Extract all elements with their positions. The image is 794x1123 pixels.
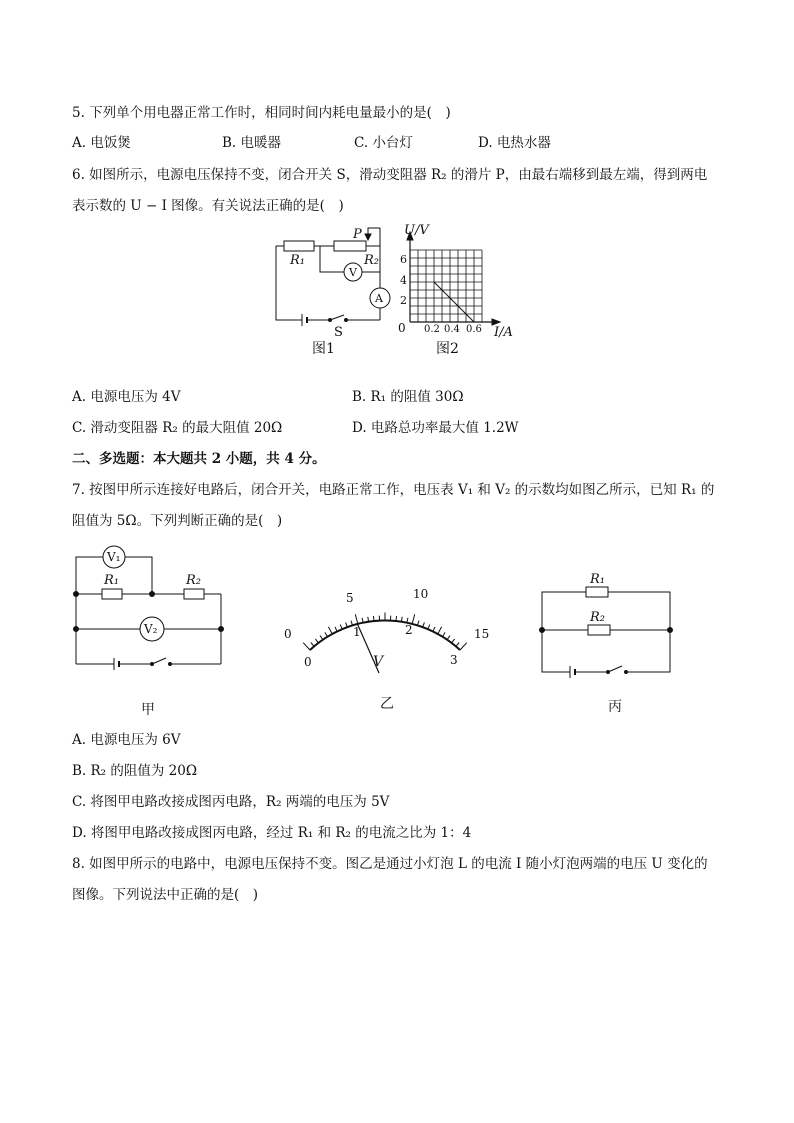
q7-option-d: D. 将图甲电路改接成图丙电路，经过 R₁ 和 R₂ 的电流之比为 1：4 (72, 825, 472, 841)
figure-yi-caption: 乙 (380, 696, 394, 712)
q6-figure1-circuit (264, 222, 396, 360)
q6-option-a: A. 电源电压为 4V (72, 389, 181, 405)
label-r1: R₁ (104, 573, 119, 588)
y-axis-label: U/V (404, 223, 429, 238)
dial-tick (456, 643, 459, 647)
dial-tick (443, 632, 446, 636)
dial-tick (433, 627, 435, 632)
q5-stem: 5. 下列单个用电器正常工作时，相同时间内耗电量最小的是( ) (72, 105, 451, 121)
dial-tick (438, 627, 442, 634)
label-s: S (334, 325, 343, 340)
dial-tick (328, 627, 332, 634)
figure2-caption: 图2 (436, 341, 459, 357)
figure1-caption: 图1 (312, 341, 335, 357)
label-p: P (353, 227, 362, 242)
q8-stem-line1: 8. 如图甲所示的电路中，电源电压保持不变。图乙是通过小灯泡 L 的电流 I 随小灯泡两端的电压 U 变化的 (72, 856, 708, 872)
resistor-r1 (102, 589, 122, 599)
q7-figure-yi-meter-dial (280, 580, 500, 715)
inner-scale-1: 1 (353, 625, 361, 639)
label-r1: R₁ (590, 572, 605, 587)
resistor-r2 (334, 241, 366, 251)
q6-option-b: B. R₁ 的阻值 30Ω (352, 389, 464, 405)
graph-grid (410, 250, 482, 322)
dial-tick (311, 643, 314, 647)
voltmeter-v2-label: V₂ (144, 622, 158, 636)
x-tick-0.4: 0.4 (444, 324, 460, 335)
y-tick-2: 2 (400, 294, 407, 307)
resistor-r2 (184, 589, 204, 599)
label-r2: R₂ (590, 610, 605, 625)
dial-tick (460, 643, 467, 650)
y-tick-4: 4 (400, 274, 407, 287)
figure-jia-caption: 甲 (141, 702, 155, 718)
label-r2: R₂ (364, 253, 379, 268)
section-heading: 二、多选题：本大题共 2 小题，共 4 分。 (72, 451, 326, 467)
x-axis-label: I/A (494, 325, 513, 340)
q7-option-a: A. 电源电压为 6V (72, 732, 181, 748)
q5-option-a: A. 电饭煲 (72, 135, 131, 151)
q6-option-c: C. 滑动变阻器 R₂ 的最大阻值 20Ω (72, 420, 283, 436)
q6-option-d: D. 电路总功率最大值 1.2W (352, 420, 519, 436)
x-tick-0.6: 0.6 (466, 324, 482, 335)
resistor-r1 (284, 241, 314, 251)
label-r2: R₂ (186, 573, 201, 588)
inner-scale-3: 3 (450, 653, 458, 667)
q6-stem-line2: 表示数的 U − I 图像。有关说法正确的是( ) (72, 198, 344, 214)
y-tick-6: 6 (400, 253, 407, 266)
q5-option-b: B. 电暖器 (222, 135, 282, 151)
outer-scale-10: 10 (413, 587, 429, 601)
q7-stem-line2: 阻值为 5Ω。下列判断正确的是( ) (72, 513, 283, 529)
q7-option-c: C. 将图甲电路改接成图丙电路，R₂ 两端的电压为 5V (72, 794, 390, 810)
q8-stem-line2: 图像。下列说法中正确的是( ) (72, 887, 259, 903)
inner-scale-0: 0 (304, 655, 312, 669)
outer-scale-0: 0 (284, 627, 292, 641)
dial-tick (315, 639, 318, 643)
figure-bing-caption: 丙 (608, 699, 622, 715)
q7-stem-line1: 7. 按图甲所示连接好电路后，闭合开关，电路正常工作，电压表 V₁ 和 V₂ 的示数均如图乙所示，已知 R₁ 的 (72, 482, 715, 498)
q5-option-d: D. 电热水器 (478, 135, 551, 151)
dial-tick (325, 632, 328, 636)
q7-figure-jia-circuit (66, 542, 236, 722)
dial-tick (374, 616, 375, 621)
x-tick-0.2: 0.2 (424, 324, 440, 335)
inner-scale-2: 2 (405, 623, 413, 637)
q6-stem-line1: 6. 如图所示，电源电压保持不变，闭合开关 S，滑动变阻器 R₂ 的滑片 P，由最右端移到最左端，得到两电 (72, 167, 708, 183)
resistor-r2 (588, 625, 610, 635)
q6-figure2-graph (394, 220, 534, 360)
resistor-r1 (586, 587, 608, 597)
origin-label: 0 (398, 321, 406, 335)
dial-tick (335, 627, 337, 632)
meter-unit-label: V (373, 654, 384, 670)
dial-tick (396, 616, 397, 621)
dial-tick (303, 643, 310, 650)
outer-scale-15: 15 (474, 627, 490, 641)
ammeter-label: A (375, 292, 383, 305)
slider-arrow-icon (365, 234, 371, 240)
dial-arc (310, 620, 460, 650)
outer-scale-5: 5 (346, 591, 354, 605)
q5-option-c: C. 小台灯 (354, 135, 413, 151)
dial-tick (447, 636, 450, 640)
voltmeter-v1-label: V₁ (107, 550, 121, 564)
q7-option-b: B. R₂ 的阻值为 20Ω (72, 763, 198, 779)
u-i-line (434, 282, 474, 322)
dial-tick (355, 614, 358, 624)
q7-figure-bing-circuit (532, 566, 682, 716)
voltmeter-label: V (349, 266, 357, 279)
dial-tick (320, 636, 323, 640)
dial-tick (452, 639, 455, 643)
label-r1: R₁ (290, 253, 305, 268)
